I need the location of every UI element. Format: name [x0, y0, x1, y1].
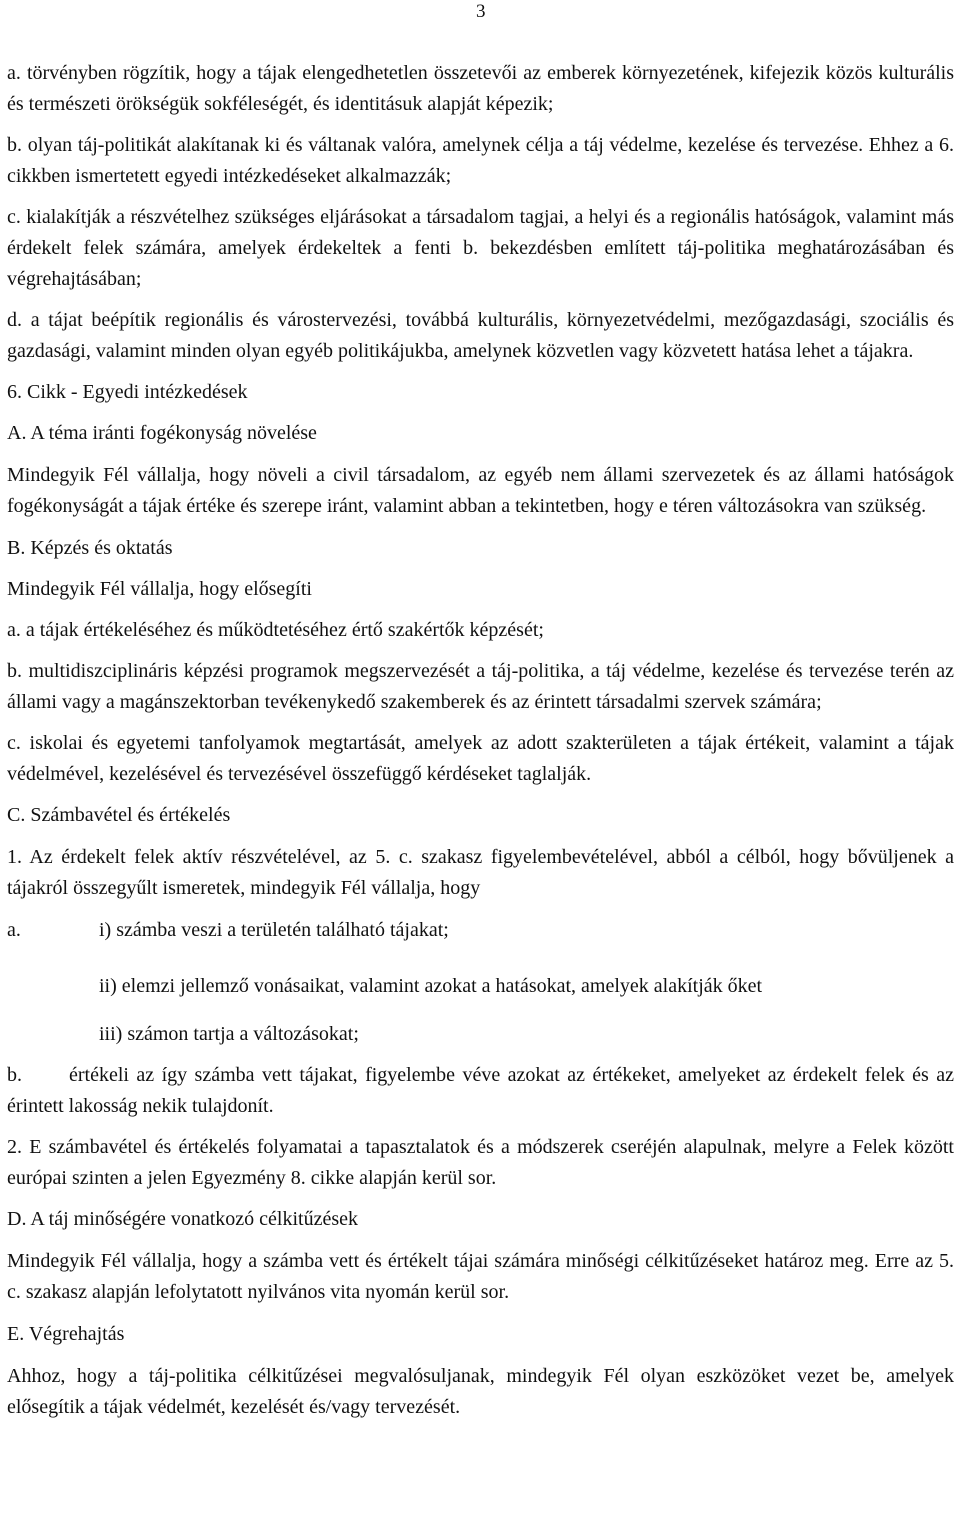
list-text-a-i: i) számba veszi a területén található tájakat;: [99, 919, 449, 941]
paragraph-identification-2: 2. E számbavétel és értékelés folyamatai a tapasztalatok és a módszerek cseréjén alapulnak, melyre a Felek között európai szinten a jelen Egyezmény 8. cikke alapján kerül sor.: [7, 1136, 954, 1189]
paragraph-a: a. törvényben rögzítik, hogy a tájak elengedhetetlen összetevői az emberek környezetének, kifejezik közös kulturális és természeti örökségük sokféleségét, és identitásuk alapját képezik;: [7, 62, 954, 115]
list-item-a-ii: ii) elemzi jellemző vonásaikat, valamint azokat a hatásokat, amelyek alakítják őket: [99, 975, 763, 997]
paragraph-identification-b: [7, 1060, 954, 1122]
paragraph-b: b. olyan táj-politikát alakítanak ki és váltanak valóra, amelynek célja a táj védelme, kezelése és tervezése. Ehhez a 6. cikkben ismertetett egyedi intézkedéseket alkalmazzák;: [7, 134, 954, 187]
subheading-d: D. A táj minőségére vonatkozó célkitűzések: [7, 1208, 359, 1230]
paragraph-training-b: b. multidiszciplináris képzési programok megszervezését a táj-politika, a táj védelme, kezelése és tervezése terén az állami vagy a magánszektorban tevékenykedő szakemberek és az érintett társadalmi szervek számára;: [7, 660, 954, 713]
section-heading-6: 6. Cikk - Egyedi intézkedések: [7, 381, 248, 403]
list-item-a-iii: iii) számon tartja a változásokat;: [99, 1023, 359, 1045]
paragraph-training-a: a. a tájak értékeléséhez és működtetéséhez értő szakértők képzését;: [7, 619, 544, 641]
subheading-e: E. Végrehajtás: [7, 1323, 125, 1345]
paragraph-implementation: Ahhoz, hogy a táj-politika célkitűzései megvalósuljanak, mindegyik Fél olyan eszközöket vezet be, amelyek elősegítik a tájak védelmét, kezelését és/vagy tervezését.: [7, 1365, 954, 1418]
list-text-b: értékeli az így számba vett tájakat, figyelembe véve azokat az értékeket, amelyeket az érdekelt felek és az érintett lakosság nekik tulajdonít.: [7, 1064, 954, 1117]
subheading-c: C. Számbavétel és értékelés: [7, 804, 231, 826]
list-label-b: b.: [7, 1064, 22, 1086]
paragraph-awareness: Mindegyik Fél vállalja, hogy növeli a civil társadalom, az egyéb nem állami szervezetek és az állami hatóságok fogékonyságát a tájak értéke és szerepe iránt, valamint abban a tekintetben, hogy e téren változásokra van szükség.: [7, 464, 954, 517]
paragraph-d: d. a tájat beépítik regionális és várostervezési, továbbá kulturális, környezetvédelmi, mezőgazdasági, szociális és gazdasági, valamint minden olyan egyéb politikájukba, amelynek közvetlen vagy közvetett hatása lehet a tájakra.: [7, 309, 954, 362]
subheading-b: B. Képzés és oktatás: [7, 537, 173, 559]
document-body: [7, 58, 954, 1423]
paragraph-training-c: c. iskolai és egyetemi tanfolyamok megtartását, amelyek az adott szakterületen a tájak értékeit, valamint a tájak védelmével, kezelésével és tervezésével összefüggő kérdéseket taglalják.: [7, 732, 954, 785]
list-item-a-i: [7, 915, 954, 946]
paragraph-c: c. kialakítják a részvételhez szükséges eljárásokat a társadalom tagjai, a helyi és a regionális hatóságok, valamint más érdekelt felek számára, amelyek érdekeltek a fenti b. bekezdésben említett táj-politika meghatározásában és végrehajtásában;: [7, 206, 954, 290]
page-number: 3: [476, 1, 486, 22]
paragraph-identification-1: 1. Az érdekelt felek aktív részvételével, az 5. c. szakasz figyelembevételével, abból a célból, hogy bővüljenek a tájakról összegyűlt ismeretek, mindegyik Fél vállalja, hogy: [7, 846, 954, 899]
paragraph-quality-objectives: Mindegyik Fél vállalja, hogy a számba vett és értékelt tájai számára minőségi célkitűzéseket határoz meg. Erre az 5. c. szakasz alapján lefolytatott nyilvános vita nyomán kerül sor.: [7, 1250, 954, 1303]
subheading-a: A. A téma iránti fogékonyság növelése: [7, 422, 317, 444]
list-label-a: a.: [7, 919, 21, 941]
paragraph-training-intro: Mindegyik Fél vállalja, hogy elősegíti: [7, 578, 312, 600]
